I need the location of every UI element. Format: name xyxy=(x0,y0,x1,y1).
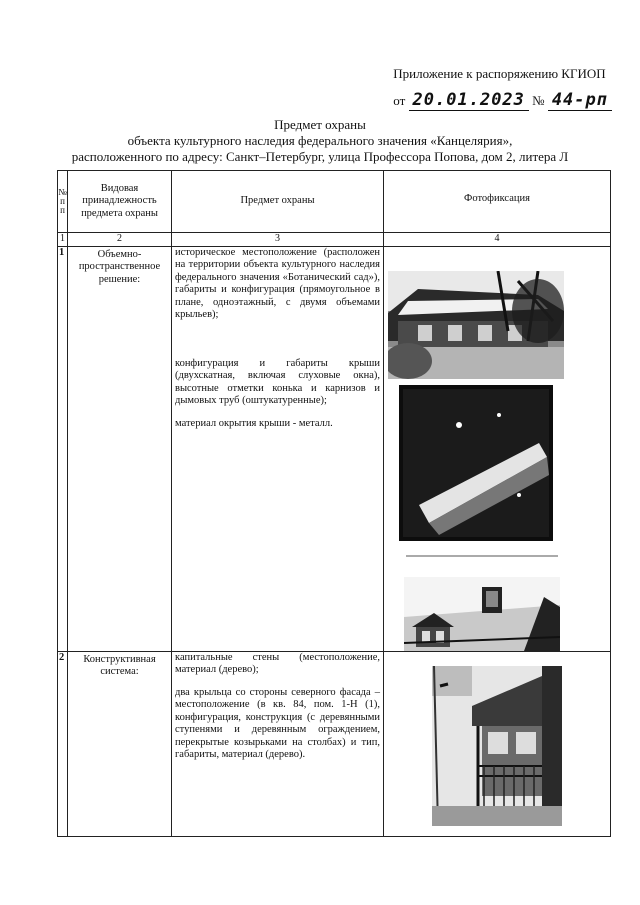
order-date: 20.01.2023 xyxy=(409,90,529,111)
table-row xyxy=(58,246,611,651)
header-kind: Видовая принадлежность предмета охраны xyxy=(68,171,172,233)
photo-building-facade xyxy=(388,271,564,379)
document-title xyxy=(0,117,640,165)
colnum-3: 3 xyxy=(172,233,384,247)
title-line-1: Предмет охраны xyxy=(274,117,366,132)
row-subject xyxy=(172,651,384,836)
photo-roof-ridge xyxy=(399,385,553,541)
subject-paragraph: материал окрытия крыши - металл. xyxy=(175,417,333,429)
row-number: 1 xyxy=(58,246,68,651)
appendix-date-line xyxy=(393,90,612,110)
title-line-3: расположенного по адресу: Санкт–Петербург, улица Профессора Попова, дом 2, литера Л xyxy=(71,149,569,164)
photo-separator xyxy=(406,555,558,557)
subject-paragraph: капитальные стены (местоположение, материал (дерево); xyxy=(175,651,380,675)
photo-porch xyxy=(432,666,562,826)
number-sign: № xyxy=(532,93,545,108)
row-kind: Конструктивная система: xyxy=(68,651,172,836)
protection-table xyxy=(57,170,611,837)
subject-paragraph: конфигурация и габариты крыши (двухскатная, включая слуховые окна), высотные отметки конька и карнизов и дымовых труб (оштукатуренные); xyxy=(175,357,380,406)
row-subject xyxy=(172,246,384,651)
row-photos xyxy=(384,651,611,836)
colnum-2: 2 xyxy=(68,233,172,247)
column-numbers-row xyxy=(58,233,611,247)
appendix-line: Приложение к распоряжению КГИОП xyxy=(393,66,606,81)
row-kind: Объемно-пространственное решение: xyxy=(68,246,172,651)
appendix-header xyxy=(393,66,612,110)
subject-paragraph: два крыльца со стороны северного фасада – местоположение (в кв. 84, пом. 1-Н (1), конфигурация, конструкция (с деревянными ступенями и деревянным ограждением, перекрытые козырьками на столбах) и тип, габариты, материал (дерево). xyxy=(175,686,380,760)
table-header-row xyxy=(58,171,611,233)
row-number: 2 xyxy=(58,651,68,836)
photo-chimney-dormer xyxy=(404,577,560,651)
subject-paragraph: историческое местоположение (расположен на территории объекта культурного наследия федерального значения «Ботанический сад»), габариты и конфигурация (прямоугольное в плане, одноэтажный, с двумя объемами крыльев); xyxy=(175,246,380,320)
header-npp: № п п xyxy=(58,171,68,233)
title-line-2: объекта культурного наследия федерального значения «Канцелярия», xyxy=(127,133,513,148)
date-prefix: от xyxy=(393,93,406,108)
colnum-1: 1 xyxy=(58,233,68,247)
colnum-4: 4 xyxy=(384,233,611,247)
header-photo: Фотофиксация xyxy=(384,171,611,233)
row-photos xyxy=(384,246,611,651)
header-subject: Предмет охраны xyxy=(172,171,384,233)
order-number: 44-рп xyxy=(548,90,612,111)
table-row xyxy=(58,651,611,836)
